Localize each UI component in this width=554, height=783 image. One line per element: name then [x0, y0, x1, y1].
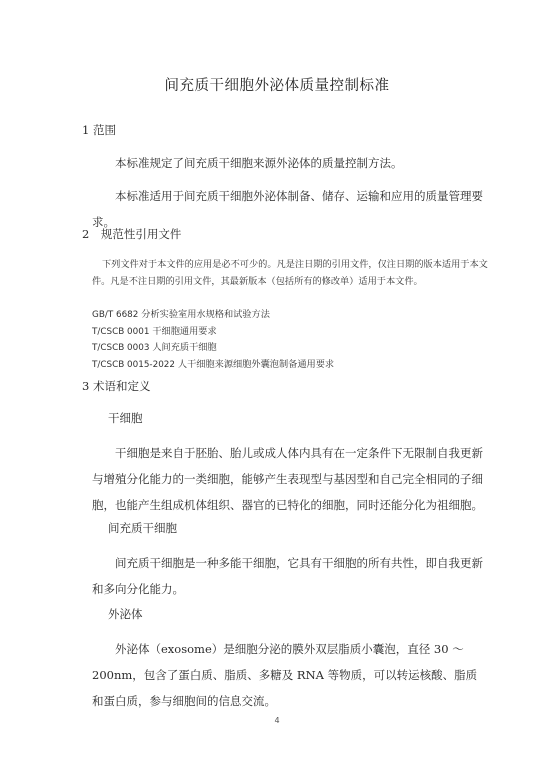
- definition-msc: 间充质干细胞是一种多能干细胞，它具有干细胞的所有共性，即自我更新和多向分化能力。: [92, 556, 483, 596]
- reference-item: T/CSCB 0001 干细胞通用要求: [92, 325, 217, 337]
- section-1-paragraph-2: 本标准适用于间充质干细胞外泌体制备、储存、运输和应用的质量管理要求。: [92, 189, 483, 229]
- reference-item: T/CSCB 0003 人间充质干细胞: [92, 342, 217, 353]
- definition-stem-cell: 干细胞是来自于胚胎、胎儿或成人体内具有在一定条件下无限制自我更新与增殖分化能力的一类细胞，能够产生表现型与基因型和自己完全相同的子细胞，也能产生组成机体组织、器官的已特化的细胞，同时还能分化为祖细胞。: [92, 446, 483, 512]
- page-number: 4: [274, 716, 280, 725]
- section-3-heading: 3 术语和定义: [82, 379, 151, 393]
- term-exosome: 外泌体: [108, 607, 143, 621]
- reference-list: [92, 307, 334, 373]
- document-title: 间充质干细胞外泌体质量控制标准: [164, 78, 390, 94]
- section-1-paragraph-1: 本标准规定了间充质干细胞来源外泌体的质量控制方法。: [115, 156, 403, 170]
- reference-item: GB/T 6682 分析实验室用水规格和试验方法: [92, 309, 270, 320]
- term-msc: 间充质干细胞: [108, 521, 177, 535]
- section-2-heading: 2 规范性引用文件: [82, 227, 182, 241]
- section-1-heading: 1 范围: [82, 123, 116, 137]
- reference-item: T/CSCB 0015-2022 人干细胞来源细胞外囊泡制备通用要求: [92, 358, 335, 370]
- term-stem-cell: 干细胞: [108, 411, 143, 425]
- definition-exosome: 外泌体（exosome）是细胞分泌的膜外双层脂质小囊泡，直径 30 ～ 200nm，包含了蛋白质、脂质、多糖及 RNA 等物质，可以转运核酸、脂质和蛋白质，参与细胞间的信息交流。: [92, 642, 478, 708]
- section-2-intro: 下列文件对于本文件的应用是必不可少的。凡是注日期的引用文件，仅注日期的版本适用于本文件。凡是不注日期的引用文件，其最新版本（包括所有的修改单）适用于本文件。: [92, 259, 488, 287]
